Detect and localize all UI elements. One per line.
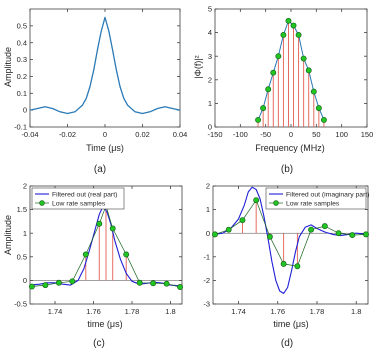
x-tick-label: -0.02 — [58, 130, 77, 139]
x-tick-label: 1.8 — [351, 307, 362, 316]
legend-label: Low rate samples — [52, 200, 106, 208]
plot-b — [207, 5, 373, 139]
y-tick-label: 2 — [205, 181, 210, 191]
sample-point — [295, 264, 300, 269]
sample-point — [177, 284, 182, 289]
data-point — [255, 117, 260, 122]
y-tick-label: -1 — [203, 252, 210, 262]
x-tick-label: 1.74 — [231, 307, 246, 316]
legend-label: Low rate samples — [286, 200, 340, 208]
x-tick-label: 0 — [102, 130, 108, 139]
panel-a — [3, 47, 124, 175]
x-tick-label: 1.78 — [124, 307, 140, 316]
y-tick-label: 0 — [205, 228, 210, 238]
y-tick-label: 0 — [207, 122, 212, 132]
data-point — [306, 68, 311, 73]
data-point — [301, 56, 306, 61]
x-tick-label: 1.74 — [47, 307, 63, 316]
y-tick-label: 1 — [205, 205, 210, 215]
data-point — [321, 117, 326, 122]
x-tick-label: 0.02 — [135, 130, 150, 139]
panel-c-caption: (c) — [93, 338, 105, 348]
y-tick-label: 1 — [22, 228, 27, 238]
x-tick-label: 150 — [360, 130, 374, 139]
y-tick-label: 0.1 — [16, 88, 27, 98]
sample-point — [281, 261, 286, 266]
sample-point — [137, 280, 142, 285]
panel-b — [193, 55, 325, 175]
x-tick-label: 1.78 — [309, 307, 325, 316]
plot-d — [203, 182, 369, 316]
sample-point — [43, 283, 48, 288]
data-point — [286, 18, 291, 23]
sample-point — [240, 218, 245, 223]
y-tick-label: 0 — [22, 276, 27, 285]
legend-sample-swatch — [274, 201, 279, 206]
panel-a-xlabel: Time (μs) — [86, 143, 124, 153]
y-tick-label: -3 — [203, 299, 210, 309]
y-tick-label: -0.5 — [14, 299, 27, 309]
x-tick-label: 100 — [335, 130, 348, 139]
y-tick-label: 0 — [22, 105, 27, 115]
x-tick-label: 1.76 — [86, 307, 101, 316]
data-point — [276, 54, 281, 59]
panel-c-ylabel: Amplitude — [3, 214, 13, 256]
y-tick-label: 4 — [207, 28, 212, 38]
sample-point — [212, 232, 217, 237]
sample-point — [56, 280, 61, 285]
x-tick-label: 50 — [312, 130, 321, 139]
panel-a-caption: (a) — [93, 164, 107, 175]
data-point — [316, 106, 321, 111]
y-tick-label: 1.5 — [16, 205, 27, 215]
sample-point — [151, 281, 156, 286]
legend-sample-swatch — [40, 201, 45, 206]
x-tick-label: -150 — [207, 130, 223, 139]
sample-point — [267, 234, 272, 239]
sample-point — [336, 231, 341, 236]
panel-d-xlabel: time (μs) — [273, 319, 309, 329]
y-tick-label: 5 — [207, 4, 212, 14]
data-point — [281, 32, 286, 37]
panel-d-caption: (d) — [280, 338, 294, 348]
panel-a-ylabel: Amplitude — [3, 46, 13, 88]
axes-box-a — [30, 9, 180, 127]
legend-label: Filtered out (real part) — [52, 191, 118, 199]
y-tick-label: 0.5 — [16, 21, 27, 31]
sample-point — [164, 281, 169, 286]
series-line — [30, 17, 180, 113]
y-tick-label: 0.2 — [16, 72, 27, 82]
sample-point — [254, 198, 259, 203]
sample-point — [110, 226, 115, 231]
y-tick-label: -2 — [203, 276, 210, 285]
sample-point — [97, 221, 102, 226]
data-point — [261, 106, 266, 111]
legend-label: Filtered out (imaginary part) — [286, 191, 370, 199]
data-point — [291, 23, 296, 28]
x-tick-label: -0.04 — [21, 130, 39, 139]
panel-b-ylabel: |Φ(f)|² — [193, 55, 203, 79]
x-tick-label: -50 — [260, 130, 272, 139]
y-tick-label: -0.1 — [14, 122, 27, 132]
y-tick-label: 2 — [207, 75, 212, 85]
plot-c — [14, 182, 183, 316]
data-point — [266, 87, 271, 92]
data-point — [311, 89, 316, 94]
sample-point — [309, 227, 314, 232]
panel-b-xlabel: Frequency (MHz) — [255, 143, 325, 153]
plot-a — [14, 9, 187, 139]
panel-c-xlabel: time (μs) — [87, 319, 123, 329]
y-tick-label: 1 — [207, 99, 212, 108]
sample-point — [83, 252, 88, 257]
y-tick-label: 3 — [207, 51, 212, 61]
data-point — [296, 32, 301, 37]
x-tick-label: -100 — [232, 130, 248, 139]
panel-d — [273, 319, 308, 348]
sample-point — [70, 279, 75, 284]
y-tick-label: 0.4 — [16, 38, 27, 48]
sample-point — [226, 227, 231, 232]
sample-point — [363, 232, 368, 237]
y-tick-label: 2 — [22, 181, 27, 191]
sample-point — [322, 224, 327, 229]
panel-c — [3, 215, 123, 348]
y-tick-label: 0.3 — [16, 55, 27, 65]
x-tick-label: 0.04 — [172, 130, 188, 139]
data-point — [271, 70, 276, 75]
y-tick-label: 0.5 — [16, 252, 27, 262]
x-tick-label: 0 — [288, 130, 294, 139]
x-tick-label: 1.76 — [270, 307, 286, 316]
sample-point — [124, 252, 129, 257]
x-tick-label: 1.8 — [165, 307, 176, 316]
panel-b-caption: (b) — [280, 164, 294, 175]
sample-point — [350, 232, 355, 237]
sample-point — [29, 284, 34, 289]
